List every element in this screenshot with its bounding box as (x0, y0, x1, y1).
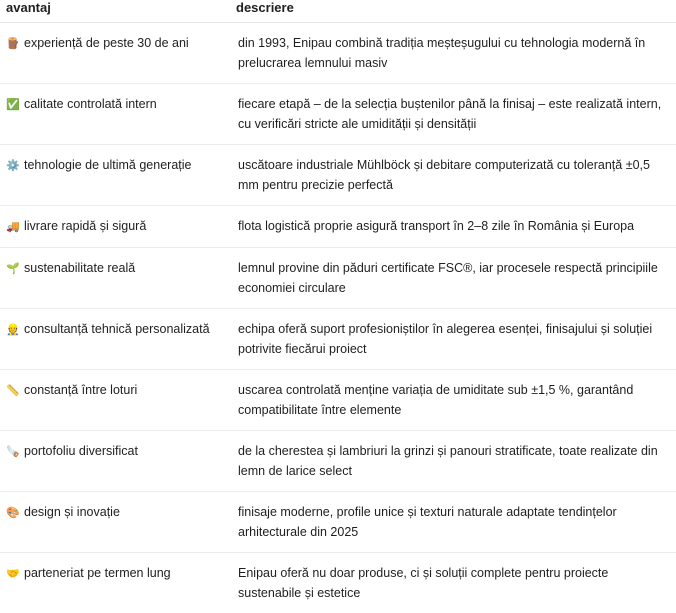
advantage-cell (0, 84, 230, 145)
description-cell: de la cherestea și lambriuri la grinzi și panouri stratificate, toate realizate din lemn de larice select (230, 431, 676, 492)
advantage-cell (0, 370, 230, 431)
seedling-icon: 🌱 (6, 259, 20, 279)
worker-icon: 👷 (6, 320, 20, 340)
advantage-label: parteneriat pe termen lung (24, 566, 171, 580)
header-advantage: avantaj (0, 0, 230, 23)
table-row (0, 553, 676, 613)
description-cell: uscătoare industriale Mühlböck și debitare computerizată cu toleranță ±0,5 mm pentru precizie perfectă (230, 145, 676, 206)
description-cell: lemnul provine din păduri certificate FSC®, iar procesele respectă principiile economiei circulare (230, 248, 676, 309)
advantage-label: sustenabilitate reală (24, 261, 135, 275)
gear-icon: ⚙️ (6, 156, 20, 176)
header-description: descriere (230, 0, 676, 23)
check-mark-icon: ✅ (6, 95, 20, 115)
truck-icon: 🚚 (6, 217, 20, 237)
advantage-label: calitate controlată intern (24, 97, 157, 111)
carpentry-saw-icon: 🪚 (6, 442, 20, 462)
palette-icon: 🎨 (6, 503, 20, 523)
advantage-cell (0, 206, 230, 248)
advantage-label: consultanță tehnică personalizată (24, 322, 210, 336)
advantage-label: constanță între loturi (24, 383, 137, 397)
description-cell: fiecare etapă – de la selecția buștenilor până la finisaj – este realizată intern, cu verificări stricte ale umidității și densității (230, 84, 676, 145)
table-row (0, 248, 676, 309)
table-row (0, 206, 676, 248)
handshake-icon: 🤝 (6, 564, 20, 584)
table-row (0, 23, 676, 84)
advantage-cell (0, 23, 230, 84)
description-cell: echipa oferă suport profesioniștilor în alegerea esenței, finisajului și soluției potrivite fiecărui proiect (230, 309, 676, 370)
description-cell: uscarea controlată menține variația de umiditate sub ±1,5 %, garantând compatibilitate între elemente (230, 370, 676, 431)
table-row (0, 84, 676, 145)
advantage-label: design și inovație (24, 505, 120, 519)
advantage-cell (0, 431, 230, 492)
advantage-label: tehnologie de ultimă generație (24, 158, 191, 172)
advantage-cell (0, 492, 230, 553)
wood-log-icon: 🪵 (6, 34, 20, 54)
description-cell: Enipau oferă nu doar produse, ci și soluții complete pentru proiecte sustenabile și estetice (230, 553, 676, 613)
advantage-label: experiență de peste 30 de ani (24, 36, 189, 50)
description-cell: din 1993, Enipau combină tradiția meșteșugului cu tehnologia modernă în prelucrarea lemnului masiv (230, 23, 676, 84)
table-header-row (0, 0, 676, 23)
advantage-cell (0, 248, 230, 309)
table-row (0, 370, 676, 431)
table-row (0, 492, 676, 553)
table-row (0, 431, 676, 492)
table-row (0, 145, 676, 206)
table-row (0, 309, 676, 370)
description-cell: flota logistică proprie asigură transport în 2–8 zile în România și Europa (230, 206, 676, 248)
advantage-label: portofoliu diversificat (24, 444, 138, 458)
advantage-label: livrare rapidă și sigură (24, 219, 146, 233)
advantage-cell (0, 145, 230, 206)
advantage-cell (0, 309, 230, 370)
ruler-icon: 📏 (6, 381, 20, 401)
advantage-cell (0, 553, 230, 613)
description-cell: finisaje moderne, profile unice și texturi naturale adaptate tendințelor arhitecturale din 2025 (230, 492, 676, 553)
